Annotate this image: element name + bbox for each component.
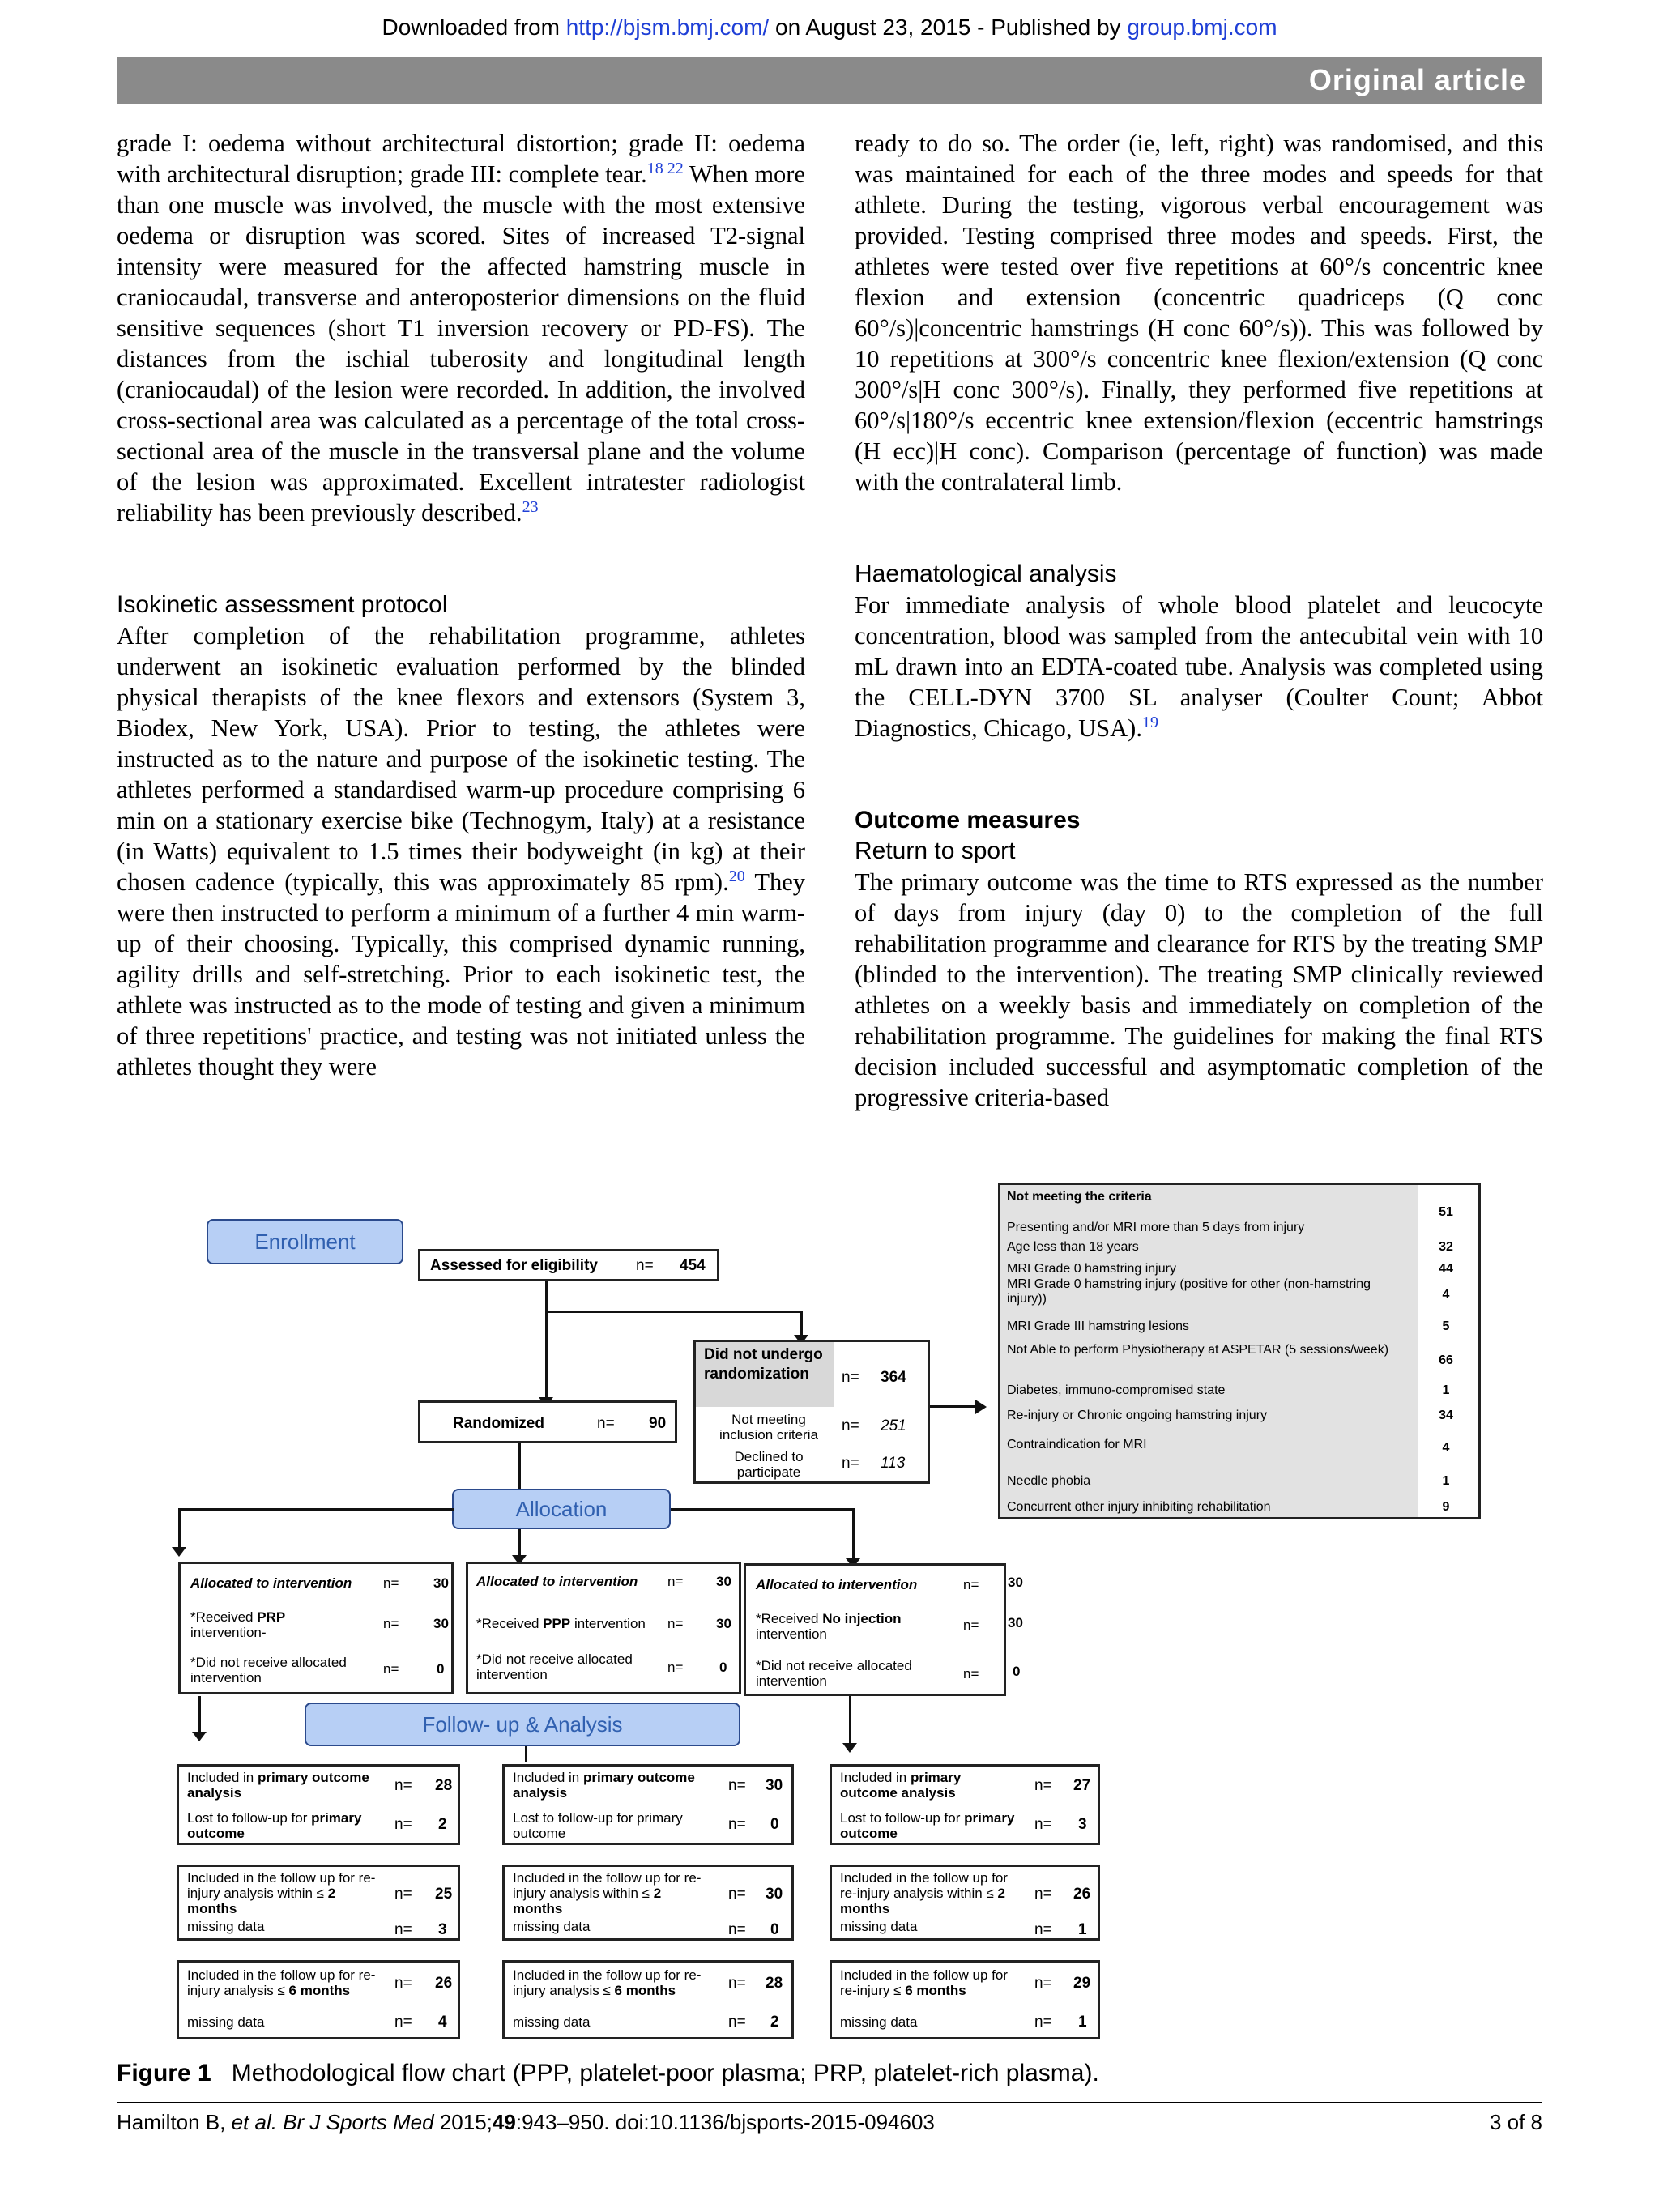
arm3-notrecv-n: n= (963, 1666, 979, 1681)
arm1-r6-n: n= (394, 1975, 412, 1992)
arm1-prim-post: analysis (187, 1785, 242, 1801)
download-middle: on August 23, 2015 - Published by (769, 15, 1128, 40)
exclusion-value-9: 1 (1442, 1474, 1450, 1488)
exclusion-value-6: 1 (1442, 1383, 1450, 1397)
arm3-lost-n: n= (1034, 1816, 1052, 1833)
arm3-lost-pre: Lost to follow-up for (840, 1810, 965, 1826)
arm2-r2-pre: Included in the follow up for re-injury analysis within ≤ (513, 1870, 702, 1901)
arm3-recv-value: 30 (1008, 1615, 1023, 1630)
assessed-label: Assessed for eligibility (430, 1257, 598, 1274)
assessed-box (418, 1249, 719, 1281)
arm2-recv-post: intervention (570, 1616, 646, 1631)
ref-18-22[interactable]: 18 22 (646, 159, 684, 177)
line-alloc-left-drop (178, 1508, 181, 1550)
arm1-r6-miss-value: 4 (438, 2014, 447, 2031)
arm2-recv-value: 30 (716, 1616, 731, 1631)
arm3-prim-value: 27 (1073, 1777, 1091, 1794)
arm1-6month-box (177, 1960, 460, 2039)
arm2-r2-miss-n: n= (728, 1921, 746, 1938)
footer-rule (117, 2102, 1542, 2103)
arm1-2month-box (177, 1865, 460, 1941)
arm2-received (476, 1616, 655, 1631)
ref-19[interactable]: 19 (1141, 713, 1158, 731)
arm2-primary-box (502, 1764, 794, 1845)
arm3-2month-box (830, 1865, 1100, 1941)
arm3-r6-n: n= (1034, 1975, 1052, 1992)
declined-label: Declined to participate (734, 1449, 804, 1480)
arm2-r6-n: n= (728, 1975, 746, 1992)
arm2-lost-value: 0 (770, 1816, 779, 1833)
arm1-lost-value: 2 (438, 1816, 447, 1833)
heading-return-to-sport: Return to sport (855, 837, 1016, 864)
arm3-notrecv: *Did not receive allocated intervention (756, 1658, 912, 1689)
exclusion-row-1: Presenting and/or MRI more than 5 days from injury (1007, 1221, 1305, 1234)
arm2-prim-value: 30 (766, 1777, 783, 1794)
arrow-arm3 (842, 1743, 857, 1753)
line-alloc-right-drop (852, 1508, 855, 1562)
arm3-lost-bold: primary (964, 1810, 1015, 1826)
arm3-recv-pre: *Received (756, 1611, 823, 1626)
arm3-prim-n: n= (1034, 1777, 1052, 1794)
arm1-lost-n: n= (394, 1816, 412, 1833)
randomized-box (418, 1400, 677, 1443)
arm2-r2-value: 30 (766, 1886, 783, 1903)
exclusion-value-2: 44 (1439, 1262, 1453, 1276)
line-to-exclusion (930, 1405, 977, 1408)
arm1-recv-bold: PRP (257, 1609, 286, 1625)
arm2-prim-post: analysis (513, 1785, 568, 1801)
exclusion-value-8: 4 (1442, 1441, 1450, 1455)
arm2-alloc-value: 30 (716, 1574, 731, 1589)
left-p2b-text: They were then instructed to perform a minimum of a further 4 min warm-up of their choosing. Typically, this comprised dynamic running, agility drills and self-stretching. Prior to each isokinetic test, the athlete was instructed as to the mode of testing and given a minimum of three repetitions' practice, and testing was not initiated unless the athletes thought they were (117, 868, 805, 1080)
arm3-r2-value: 26 (1073, 1886, 1091, 1903)
line-arm1-down (198, 1696, 201, 1733)
declined-value: 113 (881, 1455, 906, 1472)
arm2-recv-n: n= (667, 1616, 684, 1631)
arm3-alloc-n: n= (963, 1577, 979, 1592)
arm1-prim-pre: Included in (187, 1770, 258, 1785)
exclusion-title: Not meeting the criteria (1007, 1190, 1152, 1204)
arm2-2month-label (513, 1870, 707, 1916)
arm1-r6-miss-n: n= (394, 2014, 412, 2031)
bjsm-link[interactable]: http://bjsm.bmj.com/ (565, 15, 770, 40)
arm1-notrecv-n: n= (383, 1661, 399, 1677)
notmeeting-label: Not meeting inclusion criteria (719, 1412, 818, 1443)
assessed-n: n= (636, 1257, 654, 1274)
left-p1b-text: When more than one muscle was involved, the muscle with the most extensive oedema or disruption was scored. Sites of increased T2-signal intensity were measured for the affected hamstring muscle in craniocaudal, transverse and anteroposterior dimensions on the fluid sensitive sequences (short T1 inversion recovery or PD-FS). The distances from the ischial tuberosity and longitudinal length (craniocaudal) of the lesion were recorded. In addition, the involved cross-sectional area was calculated as a percentage of the total cross-sectional area of the muscle in the transversal plane and the volume of the lesion was approximated. Excellent intratester radiologist reliability has been previously described. (117, 160, 805, 526)
arm2-notrecv-n: n= (667, 1660, 684, 1675)
line-alloc-right (671, 1508, 854, 1511)
exclusion-row-11: Concurrent other injury inhibiting rehabilitation (1007, 1500, 1271, 1514)
arm2-r2-bold: 2 months (513, 1886, 662, 1916)
randomized-n: n= (597, 1415, 615, 1432)
declined-n: n= (842, 1455, 859, 1472)
arm1-recv-pre: *Received (190, 1609, 258, 1625)
arm3-prim-post: outcome analysis (840, 1785, 956, 1801)
arm2-recv-pre: *Received (476, 1616, 544, 1631)
didnot-n: n= (842, 1369, 859, 1386)
heading-outcome-measures: Outcome measures (855, 807, 1081, 833)
assessed-value: 454 (680, 1257, 706, 1274)
arm3-prim-pre: Included in (840, 1770, 911, 1785)
arm1-lost-post: outcome (187, 1826, 245, 1841)
arm1-prim-value: 28 (435, 1777, 453, 1794)
arm3-notrecv-value: 0 (1013, 1664, 1021, 1679)
didnot-value: 364 (881, 1369, 906, 1386)
line-arm3-down (849, 1696, 851, 1745)
randomized-label: Randomized (453, 1415, 544, 1432)
arm1-alloc-value: 30 (433, 1575, 449, 1591)
arm1-r6-bold: 6 months (288, 1983, 351, 1998)
notmeeting-value: 251 (881, 1417, 906, 1434)
arm3-r2-missing: missing data (840, 1919, 918, 1934)
arm3-6month-box (830, 1960, 1100, 2039)
arm1-recv-n: n= (383, 1616, 399, 1631)
ref-23[interactable]: 23 (522, 497, 539, 516)
arm1-primary-box (177, 1764, 460, 1845)
right-paragraph-1: ready to do so. The order (ie, left, right) was randomised, and this was maintained for each of the three modes and speeds for that athlete. During the testing, vigorous verbal encouragement was provided. Testing comprised three modes and speeds. First, the athletes were tested over five repetitions at 60°/s concentric knee flexion and extension (concentric quadriceps (Q conc 60°/s)|concentric hamstrings (H conc 60°/s)). This was followed by 10 repetitions at 300°/s concentric knee flexion/extension (Q conc 300°/s|H conc 300°/s). Finally, they performed five repetitions at 60°/s|180°/s eccentric knee extension/flexion (eccentric hamstrings (H ecc)|H conc). Comparison (percentage of function) was made with the contralateral limb. (855, 130, 1543, 496)
allocation-label: Allocation (452, 1489, 671, 1529)
arm1-recv-post: intervention- (190, 1625, 267, 1640)
arm3-recv-bold: No injection (822, 1611, 902, 1626)
arm3-recv-post: intervention (756, 1626, 827, 1642)
arm3-alloc-value: 30 (1008, 1575, 1023, 1590)
arm2-primary-label (513, 1770, 707, 1801)
exclusion-row-2: Age less than 18 years (1007, 1240, 1139, 1254)
footer (117, 2110, 1542, 2135)
arm3-lost-post: outcome (840, 1826, 898, 1841)
arm1-primary-label (187, 1770, 373, 1801)
line-alloc-left (178, 1508, 454, 1511)
arm2-r6-value: 28 (766, 1975, 783, 1992)
arm3-r6-bold: 6 months (905, 1983, 966, 1998)
arm2-6month-label (513, 1967, 707, 1998)
arrow-arm1 (192, 1732, 207, 1741)
footer-pages: :943–950. doi:10.1136/bjsports-2015-094603 (515, 2110, 935, 2134)
arm2-alloc-label: Allocated to intervention (476, 1574, 638, 1589)
arm1-prim-bold: primary outcome (257, 1770, 369, 1785)
arm1-lost-label (187, 1810, 373, 1841)
arm3-r6-miss-n: n= (1034, 2014, 1052, 2031)
arm2-r6-missing: missing data (513, 2014, 591, 2030)
footer-journal: . Br J Sports Med (271, 2110, 440, 2134)
didnot-label: Did not undergo randomization (704, 1346, 823, 1383)
arm2-r2-missing: missing data (513, 1919, 591, 1934)
download-prefix: Downloaded from (382, 15, 566, 40)
arm3-6month-label (840, 1967, 1018, 1998)
right-paragraph-3: The primary outcome was the time to RTS expressed as the number of days from injury (day 0) to the completion of the full rehabilitation programme and clearance for RTS by the treating SMP (blinded to the intervention). The treating SMP clinically reviewed athletes on a weekly basis and immediately on completion of the rehabilitation programme. The guidelines for making the final RTS decision included successful and asymptomatic completion of the progressive criteria-based (855, 868, 1543, 1111)
exclusion-box (998, 1183, 1481, 1519)
exclusion-row-8: Re-injury or Chronic ongoing hamstring injury (1007, 1409, 1268, 1422)
ref-20[interactable]: 20 (728, 867, 745, 885)
arm1-r2-value: 25 (435, 1886, 453, 1903)
arm1-alloc-n: n= (383, 1575, 399, 1591)
arm2-6month-box (502, 1960, 794, 2039)
heading-isokinetic: Isokinetic assessment protocol (117, 591, 448, 618)
arm3-r6-value: 29 (1073, 1975, 1091, 1992)
arm2-2month-box (502, 1865, 794, 1941)
arm2-alloc-n: n= (667, 1574, 684, 1589)
arm3-r2-bold: 2 months (840, 1886, 1005, 1916)
figure-label: Figure 1 (117, 2060, 211, 2086)
arm3-2month-label (840, 1870, 1018, 1916)
right-p2-text: For immediate analysis of whole blood platelet and leucocyte concentration, blood was sampled from the antecubital vein with 10 mL drawn into an EDTA-coated tube. Analysis was completed using the CELL-DYN 3700 SL analyser (Coulter Count; Abbot Diagnostics, Chicago, USA). (855, 591, 1543, 742)
arm1-alloc-label: Allocated to intervention (190, 1575, 352, 1591)
arm1-2month-label (187, 1870, 382, 1916)
exclusion-row-9: Contraindication for MRI (1007, 1438, 1147, 1451)
arm2-r2-n: n= (728, 1886, 746, 1903)
group-bmj-link[interactable]: group.bmj.com (1127, 15, 1277, 40)
arm1-r2-miss-n: n= (394, 1921, 412, 1938)
footer-etal: et al (231, 2110, 271, 2134)
exclusion-row-3: MRI Grade 0 hamstring injury (1007, 1262, 1176, 1276)
arm2-prim-bold: primary outcome (582, 1770, 695, 1785)
arm3-prim-bold: primary (910, 1770, 962, 1785)
enrollment-label: Enrollment (207, 1219, 403, 1264)
exclusion-row-5: MRI Grade III hamstring lesions (1007, 1319, 1189, 1333)
arm3-r2-n: n= (1034, 1886, 1052, 1903)
line-randomized-down (518, 1443, 521, 1490)
exclusion-value-4: 5 (1442, 1319, 1450, 1333)
arm1-r6-missing: missing data (187, 2014, 265, 2030)
arm1-received (190, 1609, 352, 1640)
arm2-r6-pre: Included in the follow up for re-injury analysis ≤ (513, 1967, 702, 1998)
notmeeting-n: n= (842, 1417, 859, 1434)
exclusion-value-10: 9 (1442, 1500, 1450, 1514)
heading-haematological: Haematological analysis (855, 560, 1117, 587)
arm2-allocation-box (466, 1562, 741, 1694)
arm2-lost-label (513, 1810, 699, 1841)
arm3-alloc-label: Allocated to intervention (756, 1577, 918, 1592)
arm1-prim-n: n= (394, 1777, 412, 1794)
arm2-r6-miss-value: 2 (770, 2014, 779, 2031)
footer-volume: 49 (492, 2110, 516, 2134)
arrow-alloc-left (172, 1547, 186, 1557)
arm3-lost-label (840, 1810, 1026, 1841)
arm1-r2-miss-value: 3 (438, 1921, 447, 1938)
arm1-allocation-box (178, 1562, 454, 1694)
exclusion-value-3: 4 (1442, 1288, 1450, 1302)
arrow-exclusion (975, 1400, 987, 1414)
arm1-r2-n: n= (394, 1886, 412, 1903)
exclusion-row-7: Diabetes, immuno-compromised state (1007, 1383, 1226, 1397)
left-p2-text: After completion of the rehabilitation programme, athletes underwent an isokinetic evaluation performed by the blinded physical therapists of the knee flexors and extensors (System 3, Biodex, New York, USA). Prior to testing, the athletes were instructed as to the nature and purpose of the isokinetic testing. The athletes performed a standardised warm-up procedure comprising 6 min on a stationary exercise bike (Technogym, Italy) at a resistance (in Watts) equivalent to 1.5 times their bodyweight (in kg) at their chosen cadence (typically, this was approximately 85 rpm). (117, 622, 805, 896)
exclusion-row-10: Needle phobia (1007, 1474, 1091, 1488)
footer-year: 2015; (439, 2110, 493, 2134)
figure-caption-text: Methodological flow chart (PPP, platelet-poor plasma; PRP, platelet-rich plasma). (231, 2060, 1099, 2086)
randomized-value: 90 (649, 1415, 667, 1432)
didnot-box (693, 1340, 930, 1484)
arm1-lost-pre: Lost to follow-up for (187, 1810, 312, 1826)
line-arm2-down (525, 1746, 527, 1762)
line-assessed-down (545, 1281, 548, 1405)
arm3-recv-n: n= (963, 1617, 979, 1633)
arm2-prim-pre: Included in (513, 1770, 583, 1785)
exclusion-value-5: 66 (1439, 1353, 1453, 1367)
exclusion-title-value: 51 (1439, 1205, 1453, 1219)
arm2-lost-pre: Lost to follow-up for primary outcome (513, 1810, 683, 1841)
arm3-r2-pre: Included in the follow up for re-injury analysis within ≤ (840, 1870, 1008, 1901)
arm3-r6-missing: missing data (840, 2014, 918, 2030)
arm1-r6-value: 26 (435, 1975, 453, 1992)
footer-authors: Hamilton B, (117, 2110, 232, 2134)
arm1-notrecv-value: 0 (437, 1661, 445, 1677)
arm2-notrecv: *Did not receive allocated intervention (476, 1652, 633, 1682)
followup-label: Follow- up & Analysis (305, 1703, 740, 1746)
exclusion-value-1: 32 (1439, 1240, 1453, 1254)
line-to-didnot (545, 1311, 803, 1313)
left-p1-text: grade I: oedema without architectural distortion; grade II: oedema with architectural disruption; grade III: complete tear. (117, 130, 805, 188)
arm3-r6-miss-value: 1 (1078, 2014, 1087, 2031)
arm3-primary-label (840, 1770, 1018, 1801)
arm1-r2-pre: Included in the follow up for re-injury analysis within ≤ (187, 1870, 376, 1901)
page-number: 3 of 8 (1489, 2110, 1542, 2134)
arm2-notrecv-value: 0 (719, 1660, 727, 1675)
exclusion-value-7: 34 (1439, 1409, 1453, 1422)
exclusion-row-4: MRI Grade 0 hamstring injury (positive for other (non-hamstring injury)) (1007, 1277, 1371, 1306)
arm3-r2-miss-n: n= (1034, 1921, 1052, 1938)
arm3-primary-box (830, 1764, 1100, 1845)
section-label: Original article (1308, 63, 1526, 96)
arm3-r6-pre: Included in the follow up for re-injury ≤ (840, 1967, 1008, 1998)
arm2-recv-bold: PPP (543, 1616, 571, 1631)
arm3-lost-value: 3 (1078, 1816, 1087, 1833)
arm1-r2-bold: 2 months (187, 1886, 336, 1916)
arm2-lost-n: n= (728, 1816, 746, 1833)
arm2-r6-bold: 6 months (614, 1983, 676, 1998)
arm1-notrecv: *Did not receive allocated intervention (190, 1655, 347, 1686)
arm1-lost-bold: primary (311, 1810, 362, 1826)
exclusion-row-6: Not Able to perform Physiotherapy at ASPETAR (5 sessions/week) (1007, 1343, 1389, 1357)
arm3-received (756, 1611, 918, 1642)
arm1-r2-missing: missing data (187, 1919, 265, 1934)
arm3-allocation-box (744, 1563, 1006, 1696)
arm3-r2-miss-value: 1 (1078, 1921, 1087, 1938)
arm1-6month-label (187, 1967, 382, 1998)
arm1-r6-pre: Included in the follow up for re-injury analysis ≤ (187, 1967, 376, 1998)
figure-caption (117, 2060, 1099, 2087)
arm2-r6-miss-n: n= (728, 2014, 746, 2031)
arm2-prim-n: n= (728, 1777, 746, 1794)
arm1-recv-value: 30 (433, 1616, 449, 1631)
arm2-r2-miss-value: 0 (770, 1921, 779, 1938)
